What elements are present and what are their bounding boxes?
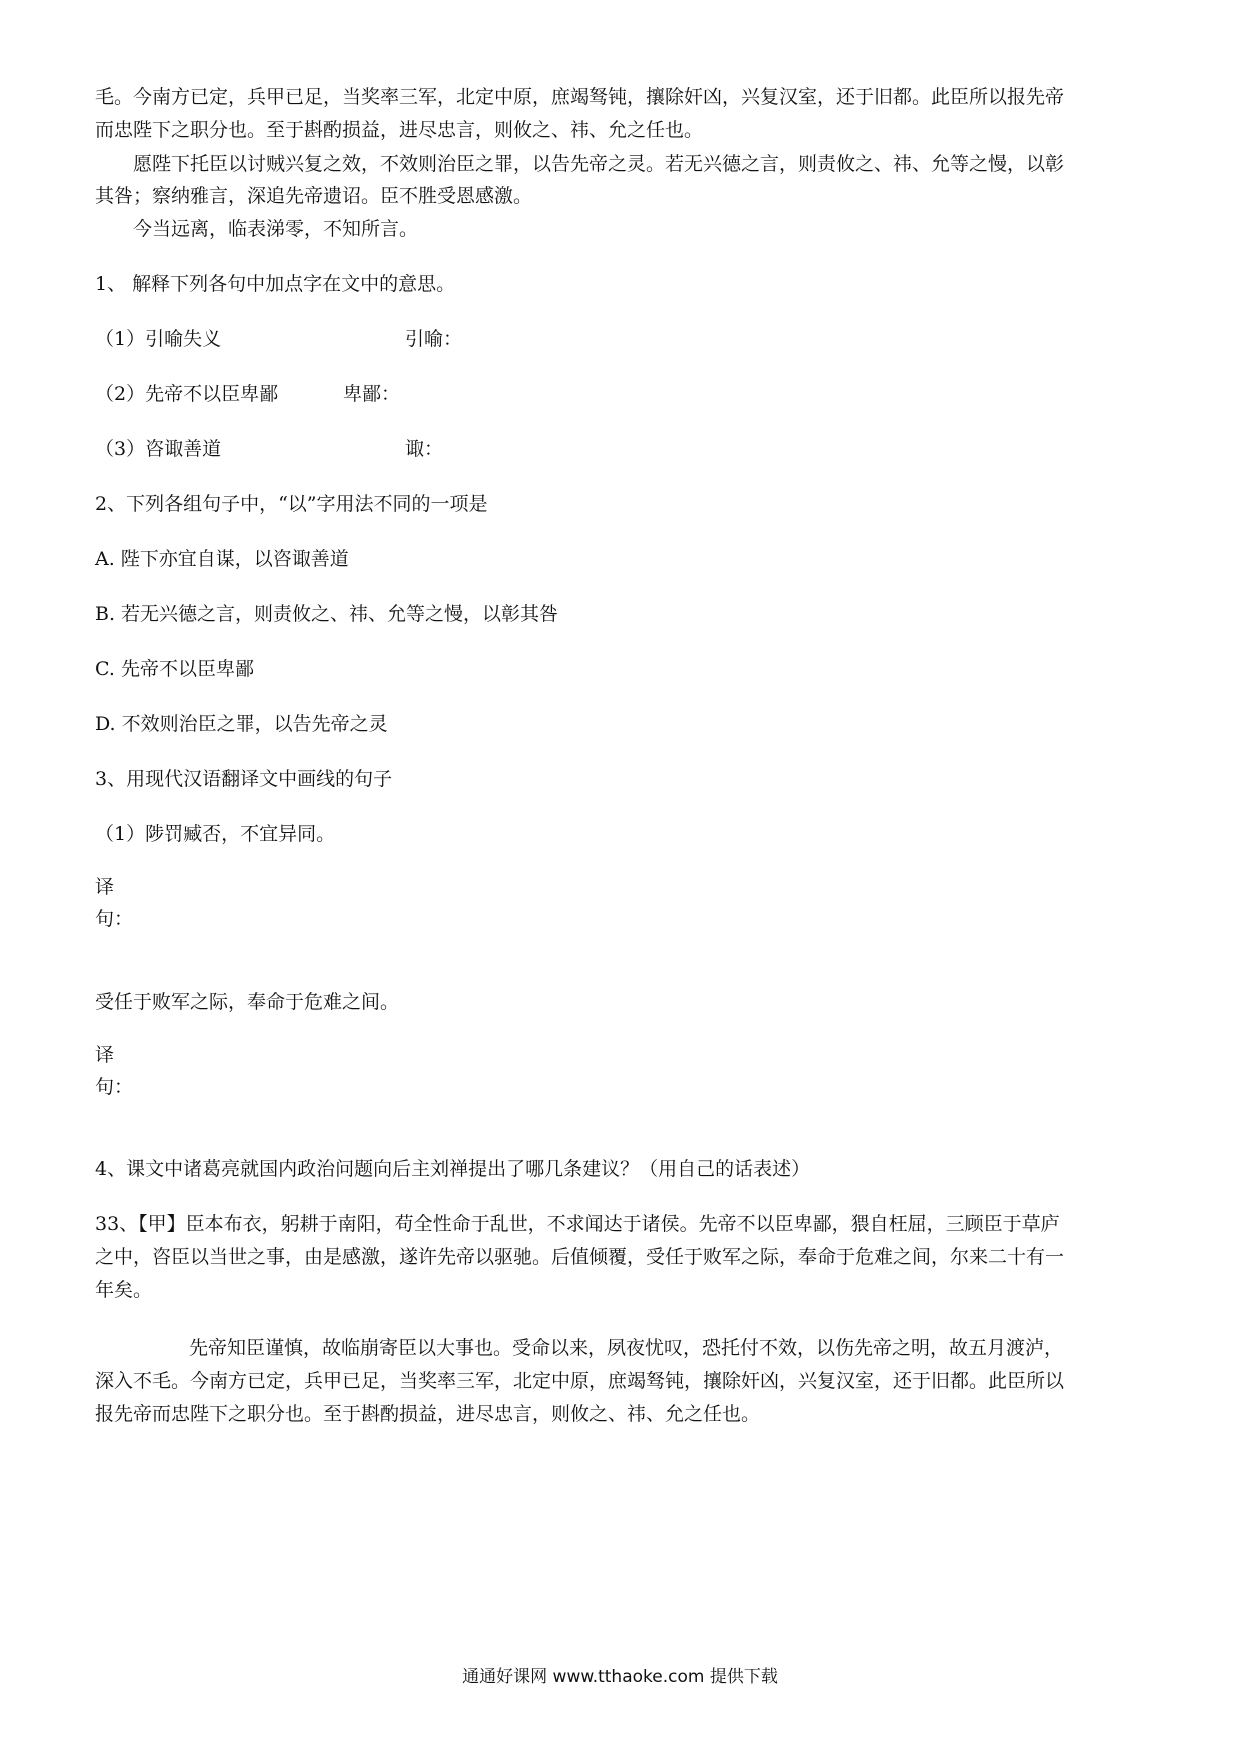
q1-item-2-sentence: （2）先帝不以臣卑鄙	[95, 383, 279, 405]
q2-option-c: C. 先帝不以臣卑鄙	[95, 658, 254, 680]
question-1-title: 1、 解释下列各句中加点字在文中的意思。	[95, 273, 456, 295]
q3-translate-label-1a: 译	[95, 876, 115, 898]
q33-line-5: 深入不毛。今南方已定，兵甲已足，当奖率三军，北定中原，庶竭驽钝，攘除奸凶，兴复汉室，还于旧都。此臣所以	[95, 1370, 1065, 1392]
q3-sentence-1: （1）陟罚臧否，不宜异同。	[95, 823, 336, 845]
q1-item-3-word: 诹：	[405, 438, 444, 460]
question-3-title: 3、用现代汉语翻译文中画线的句子	[95, 768, 393, 790]
passage-line-2: 而忠陛下之职分也。至于斟酌损益，进尽忠言，则攸之、祎、允之任也。	[95, 119, 704, 141]
q33-line-2: 之中，咨臣以当世之事，由是感激，遂许先帝以驱驰。后值倾覆，受任于败军之际，奉命于危难之间，尔来二十有一	[95, 1246, 1065, 1268]
q3-translate-label-2a: 译	[95, 1044, 115, 1066]
q2-option-d: D. 不效则治臣之罪，以告先帝之灵	[95, 713, 388, 735]
q33-line-4: 先帝知臣谨慎，故临崩寄臣以大事也。受命以来，夙夜忧叹，恐托付不效，以伤先帝之明，故五月渡泸，	[189, 1337, 1064, 1359]
q3-translate-label-2b: 句：	[95, 1076, 134, 1098]
page-footer: 通通好课网 www.tthaoke.com 提供下载	[462, 1667, 778, 1687]
passage-line-1: 毛。今南方已定，兵甲已足，当奖率三军，北定中原，庶竭驽钝，攘除奸凶，兴复汉室，还于旧都。此臣所以报先帝	[95, 86, 1065, 108]
q33-line-1: 33、【甲】臣本布衣，躬耕于南阳，苟全性命于乱世，不求闻达于诸侯。先帝不以臣卑鄙，猥自枉屈，三顾臣于草庐	[95, 1213, 1060, 1235]
q1-item-2-word: 卑鄙：	[343, 383, 401, 405]
q33-line-6: 报先帝而忠陛下之职分也。至于斟酌损益，进尽忠言，则攸之、祎、允之任也。	[95, 1403, 761, 1425]
q2-option-a: A. 陛下亦宜自谋，以咨诹善道	[95, 548, 349, 570]
q2-option-b: B. 若无兴德之言，则责攸之、祎、允等之慢，以彰其咎	[95, 603, 559, 625]
passage-line-4: 其咎；察纳雅言，深追先帝遗诏。臣不胜受恩感激。	[95, 185, 533, 207]
q3-sentence-2: 受任于败军之际，奉命于危难之间。	[95, 991, 400, 1013]
q33-line-3: 年矣。	[95, 1279, 153, 1301]
q3-translate-label-1b: 句：	[95, 908, 134, 930]
passage-line-3: 愿陛下托臣以讨贼兴复之效，不效则治臣之罪，以告先帝之灵。若无兴德之言，则责攸之、祎、允等之慢，以彰	[133, 153, 1065, 175]
q1-item-1-word: 引喻：	[405, 328, 463, 350]
q1-item-1-sentence: （1）引喻失义	[95, 328, 222, 350]
question-2-title: 2、下列各组句子中，“以”字用法不同的一项是	[95, 493, 488, 515]
passage-line-5: 今当远离，临表涕零，不知所言。	[133, 218, 419, 240]
q1-item-3-sentence: （3）咨诹善道	[95, 438, 222, 460]
question-4-title: 4、课文中诸葛亮就国内政治问题向后主刘禅提出了哪几条建议？（用自己的话表述）	[95, 1158, 811, 1180]
